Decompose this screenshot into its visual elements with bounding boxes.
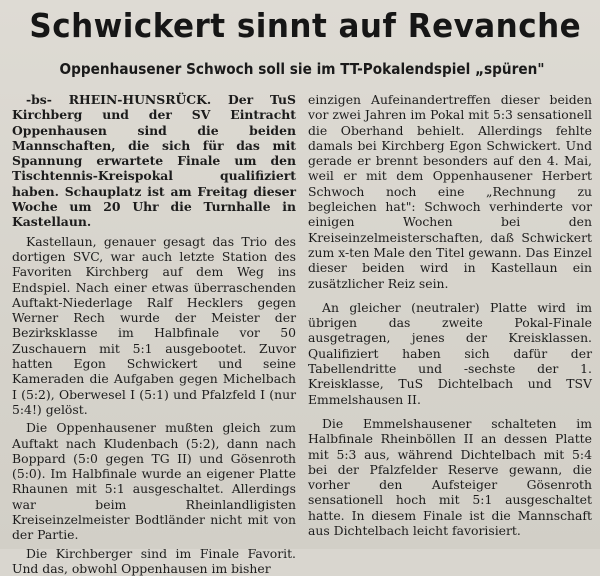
paragraph: einzigen Aufeinandertreffen dieser beiden vor zwei Jahren im Pokal mit 5:3 sensationell die Oberhand behielt. Allerdings fehlte damals bei Kirchberg Egon Schwickert. Und gerade er brennt besonders auf den 4. Mai, weil er mit dem Oppenhausener Herbert Schwoch noch eine „Rechnung zu begleichen hat": Schwoch verhinderte vor einigen Wochen bei den Kreiseinzelmeisterschaften, daß Schwickert zum x-ten Male den Titel gewann. Das Einzel dieser beiden wird in Kastellaun ein zusätzlicher Reiz sein. (308, 92, 592, 291)
paragraph: An gleicher (neutraler) Platte wird im übrigen das zweite Pokal-Finale ausgetragen, jenes der Kreisklassen. Qualifiziert haben sich dafür der Tabellendritte und -sechste der 1. Kreisklasse, TuS Dichtelbach und TSV Emmelshausen II. (308, 299, 592, 407)
right-column (308, 92, 592, 576)
paragraph: Die Emmelshausener schalteten im Halbfinale Rheinböllen II an dessen Platte mit 5:3 aus, während Dichtelbach mit 5:4 bei der Pfalzfelder Reserve gewann, die vorher den Aufsteiger Gösenroth sensationell hoch mit 5:1 ausgeschaltet hatte. In diesem Finale ist die Mannschaft aus Dichtelbach leicht favorisiert. (308, 415, 592, 539)
paragraph: Die Kirchberger sind im Finale Favorit. Und das, obwohl Oppenhausen im bisher (12, 545, 296, 576)
paragraph: Kastellaun, genauer gesagt das Trio des dortigen SVC, war auch letzte Station des Favoriten Kirchberg auf dem Weg ins Endspiel. Nach einer etwas überraschenden Auftakt-Niederlage Ralf Hecklers gegen Werner Rech wurde der Meister der Bezirksklasse im Halbfinale vor 50 Zuschauern mit 5:1 ausgebootet. Zuvor hatten Egon Schwickert und seine Kameraden die Aufgaben gegen Michelbach I (5:2), Oberwesel I (5:1) und Pfalzfeld I (nur 5:4!) gelöst. (12, 233, 296, 417)
subheadline: Oppenhausener Schwoch soll sie im TT-Pokalendspiel „spüren" (59, 60, 545, 78)
headline: Schwickert sinnt auf Revanche (29, 6, 582, 45)
lead-paragraph: -bs- RHEIN-HUNSRÜCK. Der TuS Kirchberg und der SV Eintracht Oppenhausen sind die beiden Mannschaften, die sich für das mit Spannung erwartete Finale um den Tischtennis-Kreispokal qualifiziert haben. Schauplatz ist am Freitag dieser Woche um 20 Uhr die Turnhalle in Kastellaun. (12, 92, 296, 230)
left-column (12, 92, 296, 576)
article-body (12, 92, 592, 576)
paragraph: Die Oppenhausener mußten gleich zum Auftakt nach Kludenbach (5:2), dann nach Boppard (5:0 gegen TG II) und Gösenroth (5:0). Im Halbfinale wurde an eigener Platte Rhaunen mit 5:1 ausgeschaltet. Allerdings war beim Rheinlandligisten Kreiseinzelmeister Bodtländer nicht mit von der Partie. (12, 420, 296, 543)
